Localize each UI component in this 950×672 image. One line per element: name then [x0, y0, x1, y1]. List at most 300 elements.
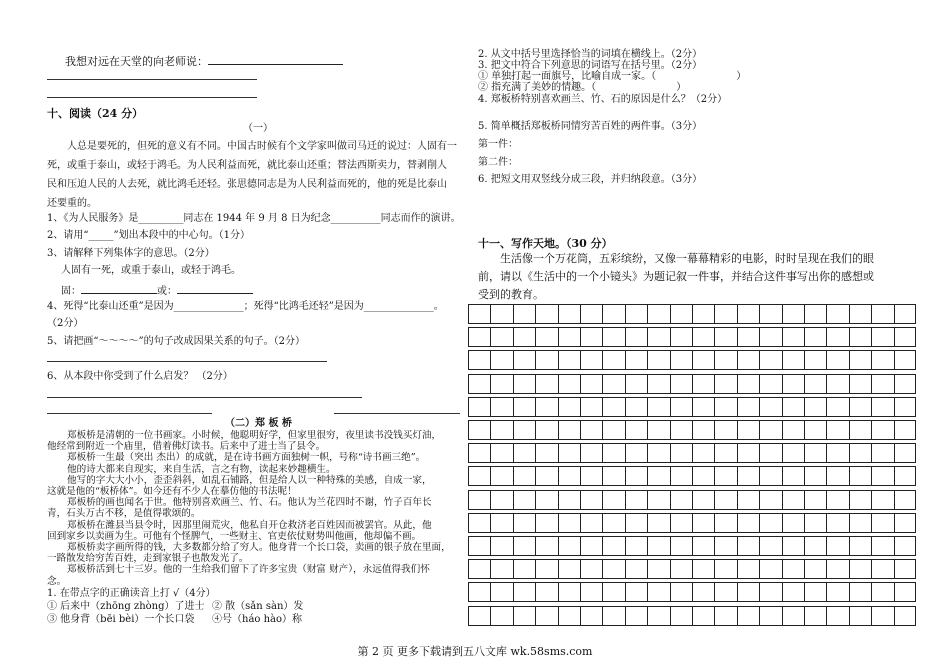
- grid-cell[interactable]: [648, 421, 670, 439]
- grid-cell[interactable]: [536, 398, 558, 416]
- grid-cell[interactable]: [850, 607, 872, 625]
- grid-cell[interactable]: [559, 537, 581, 555]
- answer-line[interactable]: [334, 413, 460, 414]
- grid-cell[interactable]: [603, 444, 625, 462]
- grid-cell[interactable]: [536, 421, 558, 439]
- grid-cell[interactable]: [715, 467, 737, 485]
- grid-cell[interactable]: [603, 398, 625, 416]
- grid-cell[interactable]: [469, 328, 491, 346]
- grid-cell[interactable]: [514, 305, 536, 323]
- grid-cell[interactable]: [872, 467, 894, 485]
- grid-cell[interactable]: [469, 491, 491, 509]
- grid-cell[interactable]: [715, 514, 737, 532]
- grid-cell[interactable]: [760, 351, 782, 369]
- grid-cell[interactable]: [805, 351, 827, 369]
- grid-cell[interactable]: [536, 467, 558, 485]
- grid-cell[interactable]: [559, 305, 581, 323]
- grid-cell[interactable]: [559, 375, 581, 393]
- grid-row[interactable]: [468, 304, 916, 324]
- grid-cell[interactable]: [469, 305, 491, 323]
- grid-cell[interactable]: [603, 537, 625, 555]
- grid-cell[interactable]: [693, 328, 715, 346]
- grid-cell[interactable]: [491, 398, 513, 416]
- grid-cell[interactable]: [872, 375, 894, 393]
- grid-row[interactable]: [468, 443, 916, 463]
- grid-cell[interactable]: [491, 514, 513, 532]
- grid-cell[interactable]: [536, 560, 558, 578]
- grid-cell[interactable]: [671, 491, 693, 509]
- grid-cell[interactable]: [626, 514, 648, 532]
- grid-cell[interactable]: [671, 537, 693, 555]
- grid-cell[interactable]: [738, 351, 760, 369]
- grid-cell[interactable]: [603, 607, 625, 625]
- grid-cell[interactable]: [827, 537, 849, 555]
- grid-cell[interactable]: [760, 421, 782, 439]
- grid-cell[interactable]: [872, 537, 894, 555]
- grid-cell[interactable]: [648, 444, 670, 462]
- grid-cell[interactable]: [491, 375, 513, 393]
- grid-cell[interactable]: [536, 491, 558, 509]
- grid-cell[interactable]: [693, 491, 715, 509]
- grid-cell[interactable]: [805, 305, 827, 323]
- grid-cell[interactable]: [783, 467, 805, 485]
- grid-cell[interactable]: [872, 444, 894, 462]
- pinyin-item-4[interactable]: ④号（háo hào）称: [212, 614, 303, 625]
- pinyin-item-1[interactable]: ① 后来中（zhōng zhòng）了进士: [47, 601, 205, 612]
- grid-cell[interactable]: [783, 305, 805, 323]
- grid-cell[interactable]: [469, 375, 491, 393]
- grid-cell[interactable]: [626, 491, 648, 509]
- grid-cell[interactable]: [715, 328, 737, 346]
- grid-cell[interactable]: [581, 351, 603, 369]
- grid-cell[interactable]: [514, 467, 536, 485]
- grid-cell[interactable]: [671, 305, 693, 323]
- grid-cell[interactable]: [514, 514, 536, 532]
- grid-cell[interactable]: [626, 583, 648, 601]
- grid-cell[interactable]: [693, 421, 715, 439]
- grid-cell[interactable]: [671, 398, 693, 416]
- grid-cell[interactable]: [738, 421, 760, 439]
- grid-cell[interactable]: [581, 375, 603, 393]
- grid-cell[interactable]: [872, 491, 894, 509]
- grid-cell[interactable]: [760, 328, 782, 346]
- grid-row[interactable]: [468, 559, 916, 579]
- grid-cell[interactable]: [559, 491, 581, 509]
- grid-cell[interactable]: [491, 444, 513, 462]
- grid-cell[interactable]: [671, 467, 693, 485]
- grid-cell[interactable]: [715, 491, 737, 509]
- grid-cell[interactable]: [850, 305, 872, 323]
- grid-cell[interactable]: [469, 467, 491, 485]
- grid-cell[interactable]: [805, 375, 827, 393]
- grid-cell[interactable]: [693, 375, 715, 393]
- grid-cell[interactable]: [738, 305, 760, 323]
- grid-cell[interactable]: [559, 607, 581, 625]
- grid-cell[interactable]: [603, 375, 625, 393]
- grid-cell[interactable]: [603, 514, 625, 532]
- grid-cell[interactable]: [581, 560, 603, 578]
- grid-cell[interactable]: [693, 583, 715, 601]
- grid-cell[interactable]: [715, 398, 737, 416]
- grid-cell[interactable]: [827, 444, 849, 462]
- grid-cell[interactable]: [469, 444, 491, 462]
- grid-cell[interactable]: [603, 351, 625, 369]
- grid-cell[interactable]: [738, 467, 760, 485]
- grid-cell[interactable]: [491, 421, 513, 439]
- grid-row[interactable]: [468, 397, 916, 417]
- grid-cell[interactable]: [536, 537, 558, 555]
- grid-cell[interactable]: [827, 421, 849, 439]
- grid-cell[interactable]: [805, 583, 827, 601]
- grid-cell[interactable]: [559, 351, 581, 369]
- grid-cell[interactable]: [581, 421, 603, 439]
- grid-cell[interactable]: [872, 398, 894, 416]
- grid-cell[interactable]: [738, 444, 760, 462]
- grid-cell[interactable]: [648, 583, 670, 601]
- grid-cell[interactable]: [760, 514, 782, 532]
- grid-cell[interactable]: [491, 467, 513, 485]
- grid-cell[interactable]: [648, 537, 670, 555]
- question-3: 3、请解释下列集体字的意思。（2分）: [47, 248, 215, 259]
- answer-line[interactable]: [47, 397, 362, 398]
- grid-cell[interactable]: [850, 583, 872, 601]
- grid-cell[interactable]: [648, 607, 670, 625]
- passage-line: 他写的字大大小小，歪歪斜斜，如乱石铺路，但是给人以一种特殊的美感，自成一家，: [67, 474, 432, 486]
- grid-cell[interactable]: [536, 607, 558, 625]
- grid-cell[interactable]: [626, 467, 648, 485]
- passage-line: 回到家乡以卖画为生。可他有个怪脾气，一些财主、官吏依仗财势叫他画，他却偏不画。: [47, 530, 422, 542]
- grid-cell[interactable]: [805, 560, 827, 578]
- grid-cell[interactable]: [648, 375, 670, 393]
- answer-line[interactable]: [47, 79, 257, 80]
- grid-cell[interactable]: [805, 398, 827, 416]
- grid-cell[interactable]: [850, 375, 872, 393]
- grid-cell[interactable]: [827, 491, 849, 509]
- grid-cell[interactable]: [559, 328, 581, 346]
- grid-cell[interactable]: [559, 560, 581, 578]
- grid-cell[interactable]: [760, 467, 782, 485]
- grid-cell[interactable]: [626, 537, 648, 555]
- grid-cell[interactable]: [603, 491, 625, 509]
- grid-cell[interactable]: [626, 444, 648, 462]
- pinyin-item-2[interactable]: ② 散（sǎn sàn）发: [212, 601, 304, 612]
- grid-cell[interactable]: [693, 351, 715, 369]
- grid-cell[interactable]: [536, 328, 558, 346]
- grid-row[interactable]: [468, 350, 916, 370]
- grid-cell[interactable]: [693, 537, 715, 555]
- grid-cell[interactable]: [671, 514, 693, 532]
- grid-cell[interactable]: [491, 537, 513, 555]
- grid-cell[interactable]: [738, 491, 760, 509]
- grid-cell[interactable]: [738, 583, 760, 601]
- grid-cell[interactable]: [626, 398, 648, 416]
- grid-cell[interactable]: [536, 375, 558, 393]
- grid-cell[interactable]: [850, 537, 872, 555]
- grid-cell[interactable]: [491, 305, 513, 323]
- grid-cell[interactable]: [715, 537, 737, 555]
- grid-cell[interactable]: [469, 537, 491, 555]
- grid-row[interactable]: [468, 374, 916, 394]
- grid-cell[interactable]: [760, 607, 782, 625]
- grid-cell[interactable]: [626, 560, 648, 578]
- grid-cell[interactable]: [491, 583, 513, 601]
- grid-cell[interactable]: [738, 328, 760, 346]
- grid-cell[interactable]: [805, 467, 827, 485]
- grid-cell[interactable]: [827, 467, 849, 485]
- grid-cell[interactable]: [581, 514, 603, 532]
- grid-cell[interactable]: [469, 398, 491, 416]
- grid-cell[interactable]: [715, 375, 737, 393]
- grid-cell[interactable]: [514, 328, 536, 346]
- grid-cell[interactable]: [514, 537, 536, 555]
- grid-cell[interactable]: [514, 351, 536, 369]
- grid-cell[interactable]: [850, 328, 872, 346]
- grid-cell[interactable]: [827, 560, 849, 578]
- grid-cell[interactable]: [715, 305, 737, 323]
- grid-cell[interactable]: [783, 537, 805, 555]
- grid-cell[interactable]: [671, 351, 693, 369]
- grid-cell[interactable]: [738, 398, 760, 416]
- grid-cell[interactable]: [536, 351, 558, 369]
- grid-cell[interactable]: [805, 444, 827, 462]
- grid-cell[interactable]: [648, 398, 670, 416]
- grid-cell[interactable]: [827, 607, 849, 625]
- grid-cell[interactable]: [648, 351, 670, 369]
- pinyin-item-3[interactable]: ③ 他身背（bēi bèi）一个长口袋: [47, 614, 195, 625]
- grid-cell[interactable]: [805, 514, 827, 532]
- grid-cell[interactable]: [514, 375, 536, 393]
- grid-cell[interactable]: [805, 491, 827, 509]
- grid-cell[interactable]: [872, 351, 894, 369]
- grid-cell[interactable]: [783, 421, 805, 439]
- teacher-answer-line[interactable]: [208, 54, 343, 65]
- grid-cell[interactable]: [715, 444, 737, 462]
- grid-cell[interactable]: [783, 583, 805, 601]
- grid-cell[interactable]: [872, 607, 894, 625]
- grid-cell[interactable]: [760, 375, 782, 393]
- grid-cell[interactable]: [760, 305, 782, 323]
- grid-cell[interactable]: [514, 607, 536, 625]
- grid-cell[interactable]: [603, 328, 625, 346]
- grid-cell[interactable]: [648, 467, 670, 485]
- grid-cell[interactable]: [581, 328, 603, 346]
- grid-cell[interactable]: [872, 560, 894, 578]
- grid-cell[interactable]: [581, 583, 603, 601]
- grid-cell[interactable]: [872, 305, 894, 323]
- grid-cell[interactable]: [850, 351, 872, 369]
- grid-cell[interactable]: [783, 375, 805, 393]
- grid-cell[interactable]: [581, 398, 603, 416]
- grid-cell[interactable]: [760, 444, 782, 462]
- grid-cell[interactable]: [783, 560, 805, 578]
- grid-cell[interactable]: [850, 467, 872, 485]
- grid-cell[interactable]: [648, 328, 670, 346]
- grid-cell[interactable]: [626, 607, 648, 625]
- grid-cell[interactable]: [603, 421, 625, 439]
- grid-cell[interactable]: [872, 421, 894, 439]
- grid-cell[interactable]: [671, 375, 693, 393]
- grid-cell[interactable]: [738, 560, 760, 578]
- answer-line[interactable]: [47, 97, 257, 98]
- grid-cell[interactable]: [693, 607, 715, 625]
- grid-cell[interactable]: [514, 583, 536, 601]
- prompt-line: 生活像一个万花筒，五彩缤纷，又像一幕幕精彩的电影，时时呈现在我们的眼: [500, 252, 874, 265]
- grid-cell[interactable]: [693, 305, 715, 323]
- grid-cell[interactable]: [671, 444, 693, 462]
- grid-cell[interactable]: [850, 560, 872, 578]
- grid-cell[interactable]: [469, 514, 491, 532]
- grid-cell[interactable]: [469, 560, 491, 578]
- grid-row[interactable]: [468, 513, 916, 533]
- grid-cell[interactable]: [827, 398, 849, 416]
- grid-cell[interactable]: [559, 444, 581, 462]
- grid-cell[interactable]: [559, 514, 581, 532]
- grid-cell[interactable]: [693, 560, 715, 578]
- grid-row[interactable]: [468, 536, 916, 556]
- grid-cell[interactable]: [626, 375, 648, 393]
- grid-cell[interactable]: [715, 607, 737, 625]
- grid-cell[interactable]: [715, 583, 737, 601]
- grid-cell[interactable]: [626, 421, 648, 439]
- grid-cell[interactable]: [491, 607, 513, 625]
- answer-line[interactable]: [47, 361, 327, 362]
- grid-cell[interactable]: [872, 583, 894, 601]
- grid-cell[interactable]: [559, 398, 581, 416]
- grid-cell[interactable]: [827, 583, 849, 601]
- grid-cell[interactable]: [514, 398, 536, 416]
- grid-cell[interactable]: [536, 305, 558, 323]
- grid-cell[interactable]: [536, 514, 558, 532]
- grid-cell[interactable]: [693, 514, 715, 532]
- grid-cell[interactable]: [715, 351, 737, 369]
- huo-answer-line[interactable]: [177, 283, 253, 294]
- grid-cell[interactable]: [805, 607, 827, 625]
- grid-cell[interactable]: [469, 421, 491, 439]
- grid-cell[interactable]: [648, 491, 670, 509]
- grid-cell[interactable]: [760, 491, 782, 509]
- gu-answer-line[interactable]: [81, 283, 157, 294]
- grid-cell[interactable]: [559, 583, 581, 601]
- grid-cell[interactable]: [469, 351, 491, 369]
- grid-cell[interactable]: [626, 305, 648, 323]
- grid-row[interactable]: [468, 466, 916, 486]
- grid-cell[interactable]: [715, 560, 737, 578]
- grid-row[interactable]: [468, 420, 916, 440]
- grid-cell[interactable]: [514, 560, 536, 578]
- grid-cell[interactable]: [693, 444, 715, 462]
- grid-cell[interactable]: [603, 583, 625, 601]
- grid-cell[interactable]: [648, 560, 670, 578]
- grid-cell[interactable]: [581, 444, 603, 462]
- grid-cell[interactable]: [648, 514, 670, 532]
- grid-cell[interactable]: [603, 305, 625, 323]
- grid-cell[interactable]: [671, 560, 693, 578]
- grid-cell[interactable]: [783, 351, 805, 369]
- grid-cell[interactable]: [693, 398, 715, 416]
- grid-cell[interactable]: [491, 328, 513, 346]
- grid-cell[interactable]: [827, 328, 849, 346]
- grid-cell[interactable]: [514, 421, 536, 439]
- grid-cell[interactable]: [671, 607, 693, 625]
- grid-cell[interactable]: [738, 607, 760, 625]
- grid-cell[interactable]: [872, 514, 894, 532]
- grid-cell[interactable]: [536, 583, 558, 601]
- grid-cell[interactable]: [581, 491, 603, 509]
- grid-cell[interactable]: [491, 560, 513, 578]
- grid-cell[interactable]: [536, 444, 558, 462]
- grid-cell[interactable]: [783, 398, 805, 416]
- grid-cell[interactable]: [738, 537, 760, 555]
- grid-row[interactable]: [468, 327, 916, 347]
- grid-cell[interactable]: [827, 514, 849, 532]
- grid-cell[interactable]: [850, 398, 872, 416]
- grid-cell[interactable]: [648, 305, 670, 323]
- grid-cell[interactable]: [738, 514, 760, 532]
- grid-cell[interactable]: [715, 421, 737, 439]
- grid-cell[interactable]: [603, 467, 625, 485]
- grid-cell[interactable]: [760, 583, 782, 601]
- grid-cell[interactable]: [603, 560, 625, 578]
- grid-cell[interactable]: [827, 351, 849, 369]
- grid-cell[interactable]: [626, 351, 648, 369]
- grid-cell[interactable]: [760, 398, 782, 416]
- grid-cell[interactable]: [581, 305, 603, 323]
- grid-cell[interactable]: [559, 421, 581, 439]
- grid-cell[interactable]: [491, 351, 513, 369]
- grid-cell[interactable]: [581, 607, 603, 625]
- grid-cell[interactable]: [581, 537, 603, 555]
- grid-cell[interactable]: [469, 583, 491, 601]
- grid-cell[interactable]: [783, 328, 805, 346]
- grid-cell[interactable]: [783, 444, 805, 462]
- grid-cell[interactable]: [783, 514, 805, 532]
- grid-cell[interactable]: [805, 328, 827, 346]
- grid-cell[interactable]: [671, 421, 693, 439]
- question-3-answers: 固： 或：: [61, 283, 253, 298]
- grid-cell[interactable]: [850, 421, 872, 439]
- answer-line[interactable]: [47, 413, 212, 414]
- grid-cell[interactable]: [491, 491, 513, 509]
- grid-cell[interactable]: [850, 514, 872, 532]
- grid-cell[interactable]: [827, 375, 849, 393]
- grid-cell[interactable]: [559, 467, 581, 485]
- grid-cell[interactable]: [671, 583, 693, 601]
- grid-cell[interactable]: [850, 491, 872, 509]
- grid-cell[interactable]: [738, 375, 760, 393]
- grid-cell[interactable]: [581, 467, 603, 485]
- grid-cell[interactable]: [783, 607, 805, 625]
- grid-cell[interactable]: [693, 467, 715, 485]
- grid-cell[interactable]: [760, 560, 782, 578]
- question-6: 6、从本段中你受到了什么启发？ （2分）: [47, 371, 233, 382]
- grid-cell[interactable]: [805, 421, 827, 439]
- grid-cell[interactable]: [805, 537, 827, 555]
- grid-cell[interactable]: [827, 305, 849, 323]
- grid-row[interactable]: [468, 582, 916, 602]
- grid-cell[interactable]: [872, 328, 894, 346]
- grid-cell[interactable]: [514, 444, 536, 462]
- grid-cell[interactable]: [469, 607, 491, 625]
- grid-cell[interactable]: [850, 444, 872, 462]
- grid-row[interactable]: [468, 606, 916, 626]
- question-4: 4、死得“比泰山还重”是因为______________；死得“比鸿毛还轻”是因为______________。: [47, 301, 444, 312]
- grid-cell[interactable]: [514, 491, 536, 509]
- grid-cell[interactable]: [626, 328, 648, 346]
- grid-cell[interactable]: [671, 328, 693, 346]
- grid-cell[interactable]: [783, 491, 805, 509]
- grid-cell[interactable]: [760, 537, 782, 555]
- grid-row[interactable]: [468, 490, 916, 510]
